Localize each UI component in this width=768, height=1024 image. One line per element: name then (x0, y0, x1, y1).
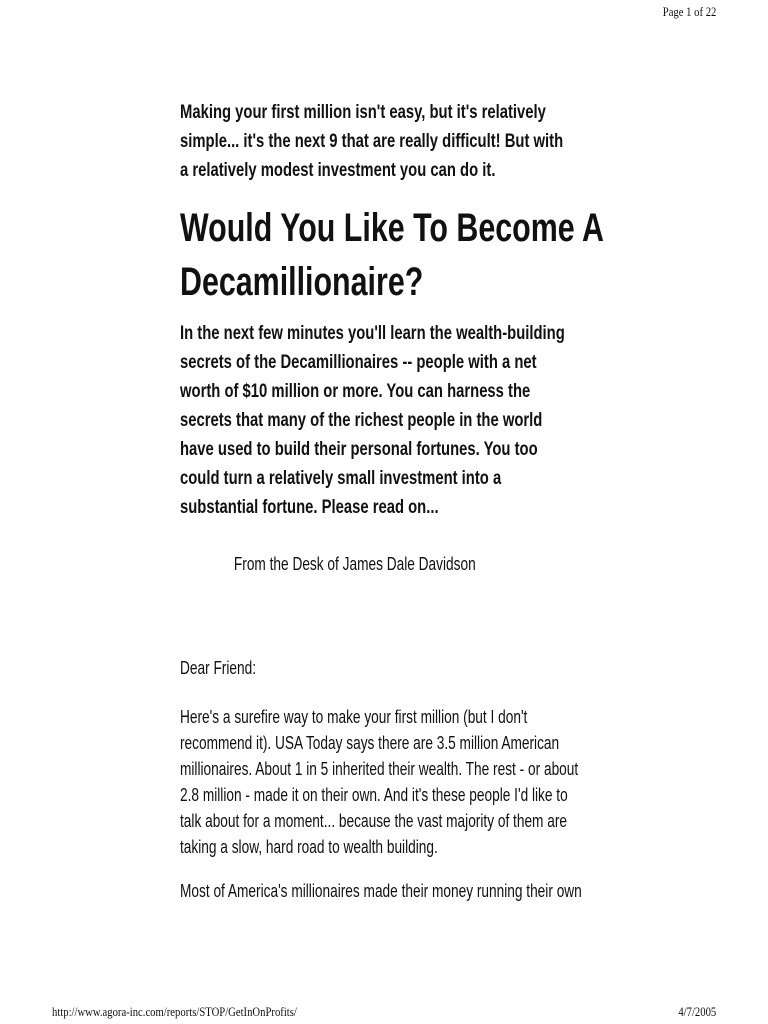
body-paragraph (180, 704, 590, 860)
headline-line: Decamillionaire? (180, 260, 424, 304)
body-line: Here's a surefire way to make your first million (but I don't (180, 707, 528, 727)
body-line: taking a slow, hard road to wealth building. (180, 837, 438, 857)
body-line: millionaires. About 1 in 5 inherited their wealth. The rest - or about (180, 759, 579, 779)
intro-paragraph (180, 98, 590, 185)
salutation: Dear Friend: (180, 658, 257, 678)
body-line: recommend it). USA Today says there are 3.5 million American (180, 733, 560, 753)
page-headline (180, 201, 604, 309)
subhead-line: secrets of the Decamillionaires -- people with a net (180, 351, 537, 373)
headline-line: Would You Like To Become A (180, 206, 604, 250)
intro-line: a relatively modest investment you can do it. (180, 159, 496, 181)
intro-line: Making your first million isn't easy, but it's relatively (180, 101, 546, 123)
body-line: Most of America's millionaires made their money running their own (180, 881, 582, 901)
subhead-paragraph (180, 319, 590, 522)
subhead-line: worth of $10 million or more. You can harness the (180, 380, 531, 402)
subhead-line: have used to build their personal fortunes. You too (180, 438, 538, 460)
body-paragraph (180, 878, 590, 904)
subhead-line: In the next few minutes you'll learn the wealth-building (180, 322, 565, 344)
footer-date: 4/7/2005 (678, 1004, 716, 1019)
body-line: 2.8 million - made it on their own. And it's these people I'd like to (180, 785, 568, 805)
intro-line: simple... it's the next 9 that are really difficult! But with (180, 130, 564, 152)
body-line: talk about for a moment... because the vast majority of them are (180, 811, 568, 831)
page-indicator: Page 1 of 22 (662, 4, 716, 19)
subhead-line: secrets that many of the richest people in the world (180, 409, 543, 431)
subhead-line: could turn a relatively small investment into a (180, 467, 502, 489)
document-content (180, 98, 604, 904)
footer-url: http://www.agora-inc.com/reports/STOP/GetInOnProfits/ (52, 1004, 297, 1019)
subhead-line: substantial fortune. Please read on... (180, 496, 439, 518)
byline: From the Desk of James Dale Davidson (233, 554, 476, 574)
